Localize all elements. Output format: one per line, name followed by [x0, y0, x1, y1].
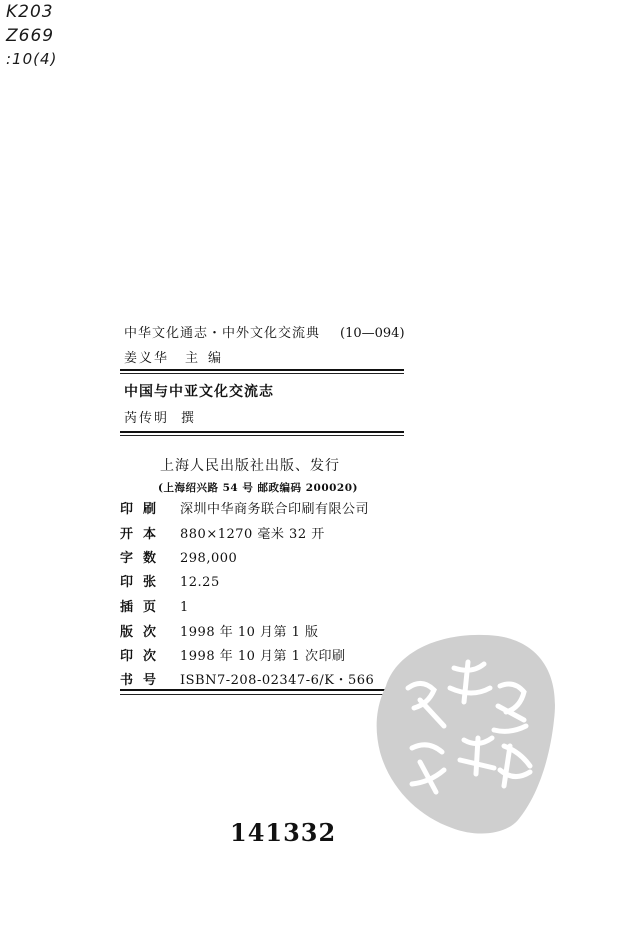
spec-row — [120, 621, 319, 640]
margin-note: Z669 — [6, 26, 55, 46]
spec-row — [120, 596, 189, 615]
author-name: 芮传明 — [124, 411, 170, 426]
accession-number: 141332 — [230, 818, 337, 847]
author-line — [124, 407, 196, 426]
spec-value: 深圳中华商务联合印刷有限公司 — [180, 502, 370, 517]
editor-line — [124, 347, 231, 366]
spec-row — [120, 669, 374, 688]
divider — [120, 373, 404, 374]
divider — [120, 694, 404, 695]
editor-role: 主编 — [185, 351, 232, 366]
spec-label: 字数 — [120, 551, 167, 566]
divider — [120, 431, 404, 433]
spec-value: 12.25 — [180, 575, 220, 590]
library-seal-stamp — [368, 628, 568, 842]
spec-row — [120, 547, 237, 566]
spec-row — [120, 571, 220, 590]
margin-note: :10(4) — [6, 50, 58, 68]
series-name: 中华文化通志・中外文化交流典 — [124, 326, 321, 341]
spec-label: 印次 — [120, 649, 167, 664]
publisher-address: (上海绍兴路 54 号 邮政编码 200020) — [158, 482, 359, 494]
spec-row — [120, 498, 369, 517]
book-title: 中国与中亚文化交流志 — [124, 384, 274, 400]
divider — [120, 689, 404, 691]
spec-label: 版次 — [120, 625, 167, 640]
series-line — [124, 322, 405, 341]
divider — [120, 369, 404, 371]
author-role: 撰 — [181, 411, 197, 426]
series-code: (10—094) — [340, 326, 405, 341]
spec-label: 开本 — [120, 527, 167, 542]
spec-label: 印张 — [120, 575, 167, 590]
spec-value: ISBN7-208-02347-6/K・566 — [180, 673, 375, 688]
spec-value: 1998 年 10 月第 1 次印刷 — [180, 649, 346, 664]
spec-label: 印刷 — [120, 502, 167, 517]
divider — [120, 435, 404, 436]
spec-value: 1998 年 10 月第 1 版 — [180, 625, 319, 640]
editor-name: 姜义华 — [124, 351, 170, 366]
spec-row — [120, 645, 346, 664]
spec-row — [120, 523, 325, 542]
spec-value: 298,000 — [180, 551, 238, 566]
spec-label: 书号 — [120, 673, 167, 688]
publisher-line: 上海人民出版社出版、发行 — [160, 458, 340, 474]
margin-note: K203 — [6, 2, 54, 22]
spec-label: 插页 — [120, 600, 167, 615]
spec-value: 1 — [180, 600, 189, 615]
seal-graphic — [368, 628, 568, 838]
spec-value: 880×1270 毫米 32 开 — [180, 527, 325, 542]
